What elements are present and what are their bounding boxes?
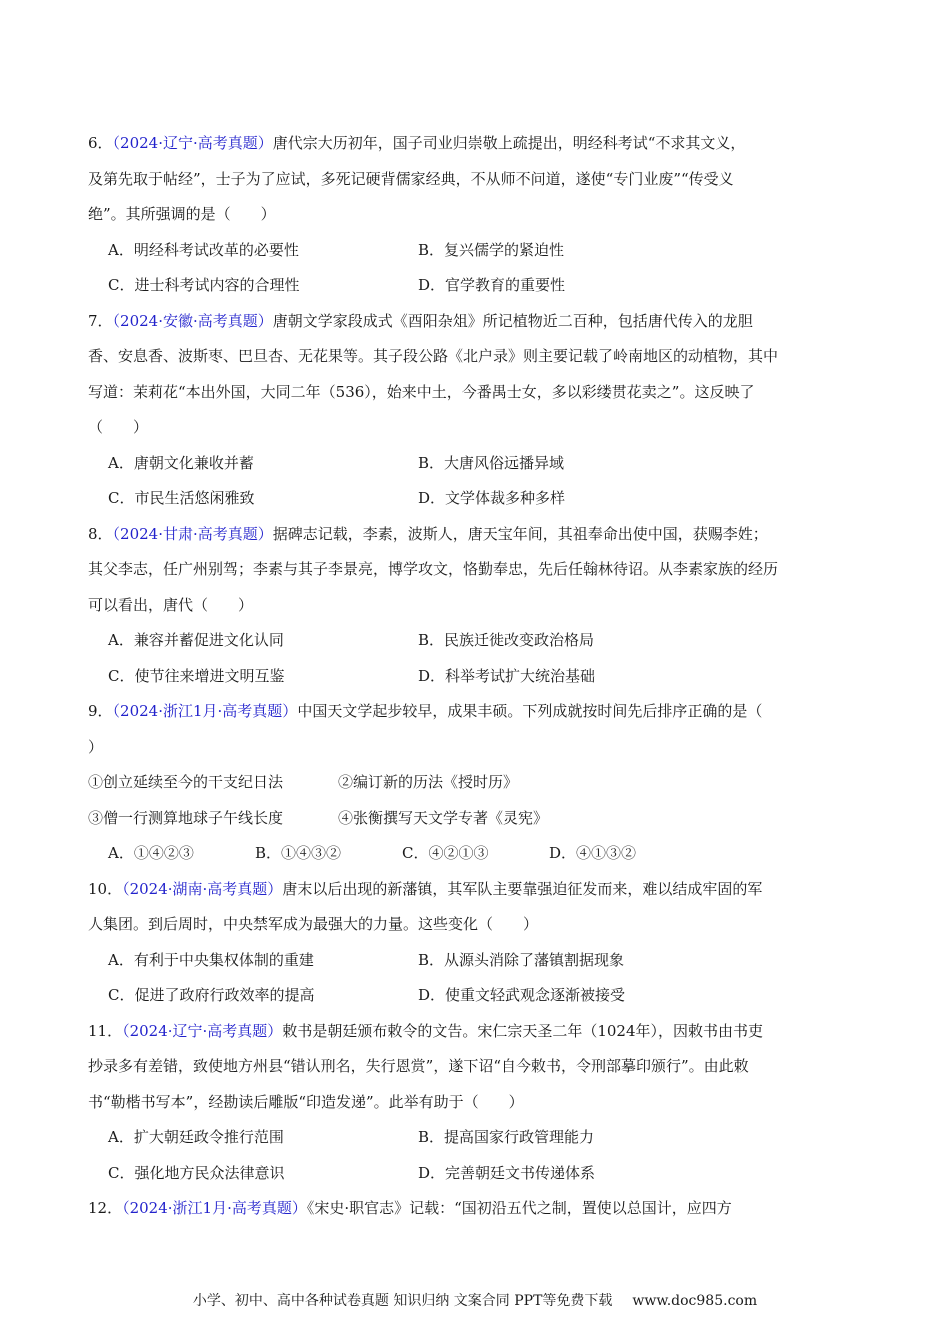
option-b: B．复兴儒学的紧迫性 — [418, 240, 565, 259]
statement-item: ④张衡撰写天文学专著《灵宪》 — [338, 808, 549, 827]
question-text: 中国天文学起步较早，成果丰硕。下列成就按时间先后排序正确的是（ — [297, 702, 763, 720]
question-text: 唐朝文学家段成式《酉阳杂俎》所记植物近二百种，包括唐代传入的龙胆 — [272, 311, 753, 330]
question-number: 7． — [88, 311, 113, 330]
option-a: A．①④②③ — [108, 844, 194, 862]
question-text: 抄录多有差错，致使地方州县“错认刑名，失行恩赏”，遂下诏“自今敕书，令刑部摹印颁行”。由此敕 — [88, 1057, 749, 1075]
option-d: D．④①③② — [549, 844, 637, 862]
footer-link[interactable]: www.doc985.com — [632, 1293, 758, 1309]
question-9 — [88, 694, 860, 872]
question-10 — [88, 872, 860, 1014]
question-number: 9． — [88, 702, 113, 720]
option-b: B．提高国家行政管理能力 — [418, 1128, 595, 1146]
options-row — [88, 481, 860, 517]
option-a: A．有利于中央集权体制的重建 — [108, 950, 314, 969]
question-number: 11． — [88, 1021, 123, 1040]
question-text: 书“勒楷书写本”，经勘读后雕版“印造发递”。此举有助于（ ） — [88, 1092, 524, 1111]
question-source: （2024·甘肃·高考真题） — [112, 524, 273, 543]
question-text: 绝”。其所强调的是（ ） — [88, 205, 276, 223]
question-8 — [88, 517, 860, 695]
option-c: C．进士科考试内容的合理性 — [108, 276, 300, 294]
question-text: 人集团。到后周时，中央禁军成为最强大的力量。这些变化（ ） — [88, 915, 539, 933]
question-text: 香、安息香、波斯枣、巴旦杏、无花果等。其子段公路《北户录》则主要记载了岭南地区的动植物，其中 — [88, 347, 779, 365]
question-text: 及第先取于帖经”，士子为了应试，多死记硬背儒家经典，不从师不问道，遂使“专门业废”“传受义 — [88, 169, 734, 188]
question-source: （2024·浙江1月·高考真题） — [122, 1199, 307, 1217]
question-text: 据碑志记载，李素，波斯人，唐天宝年间，其祖奉命出使中国，获赐李姓； — [272, 524, 768, 543]
options-row — [88, 1156, 860, 1192]
options-row — [88, 943, 860, 979]
question-number: 6． — [88, 134, 113, 152]
options-row — [88, 623, 860, 659]
question-source: （2024·安徽·高考真题） — [112, 311, 273, 330]
option-a: A．唐朝文化兼收并蓄 — [108, 453, 254, 472]
question-text: 可以看出，唐代（ ） — [88, 595, 254, 614]
statement-item: ②编订新的历法《授时历》 — [338, 773, 519, 791]
option-c: C．强化地方民众法律意识 — [108, 1163, 285, 1182]
statement-row — [88, 801, 860, 837]
option-b: B．从源头消除了藩镇割据现象 — [418, 950, 625, 969]
statement-item: ③僧一行测算地球子午线长度 — [88, 808, 284, 827]
question-text: （ ） — [88, 418, 149, 436]
option-b: B．大唐风俗远播异域 — [418, 453, 565, 472]
option-b: B．①④③② — [255, 844, 342, 862]
question-source: （2024·辽宁·高考真题） — [112, 134, 273, 152]
question-list — [88, 126, 860, 1227]
question-number: 12． — [88, 1199, 123, 1217]
options-row — [88, 836, 860, 872]
question-text: 唐末以后出现的新藩镇，其军队主要靠强迫征发而来，难以结成牢固的军 — [282, 879, 763, 898]
question-text: ） — [88, 737, 104, 756]
question-12 — [88, 1191, 860, 1227]
option-c: C．促进了政府行政效率的提高 — [108, 986, 315, 1004]
footer-text: 小学、初中、高中各种试卷真题 知识归纳 文案合同 PPT等免费下载 — [192, 1293, 613, 1309]
question-text: 唐代宗大历初年，国子司业归崇敬上疏提出，明经科考试“不求其文义， — [272, 134, 746, 152]
question-11 — [88, 1014, 860, 1192]
option-d: D．使重文轻武观念逐渐被接受 — [418, 986, 626, 1004]
question-6 — [88, 126, 860, 304]
options-row — [88, 659, 860, 695]
options-row — [88, 978, 860, 1014]
option-a: A．扩大朝廷政令推行范围 — [108, 1128, 284, 1146]
options-row — [88, 268, 860, 304]
option-c: C．使节往来增进文明互鉴 — [108, 666, 285, 685]
question-text: 《宋史·职官志》记载：“国初沿五代之制，置使以总国计，应四方 — [306, 1199, 732, 1217]
option-a: A．兼容并蓄促进文化认同 — [108, 631, 284, 649]
question-number: 10． — [88, 879, 123, 898]
question-number: 8． — [88, 524, 113, 543]
question-text: 写道：茉莉花“本出外国，大同二年（536），始来中土，今番禺士女，多以彩缕贯花卖之”。这反映了 — [88, 382, 755, 401]
question-7 — [88, 304, 860, 517]
option-c: C．④②①③ — [402, 844, 489, 862]
question-source: （2024·湖南·高考真题） — [122, 879, 283, 898]
question-text: 敕书是朝廷颁布敕令的文告。宋仁宗天圣二年（1024年），因敕书由书吏 — [282, 1021, 763, 1040]
options-row — [88, 446, 860, 482]
option-d: D．文学体裁多种多样 — [418, 489, 566, 507]
option-d: D．完善朝廷文书传递体系 — [418, 1163, 596, 1182]
page-footer — [0, 1290, 950, 1310]
options-row — [88, 233, 860, 269]
option-b: B．民族迁徙改变政治格局 — [418, 631, 595, 649]
question-source: （2024·浙江1月·高考真题） — [112, 702, 298, 720]
question-source: （2024·辽宁·高考真题） — [122, 1021, 283, 1040]
option-a: A．明经科考试改革的必要性 — [108, 240, 299, 259]
statement-row — [88, 765, 860, 801]
statement-item: ①创立延续至今的干支纪日法 — [88, 773, 284, 791]
option-c: C．市民生活悠闲雅致 — [108, 489, 255, 507]
options-row — [88, 1120, 860, 1156]
question-text: 其父李志，任广州别驾；李素与其子李景亮，博学攻文，恪勤奉忠，先后任翰林待诏。从李素家族的经历 — [88, 560, 779, 578]
option-d: D．官学教育的重要性 — [418, 276, 566, 294]
option-d: D．科举考试扩大统治基础 — [418, 666, 596, 685]
